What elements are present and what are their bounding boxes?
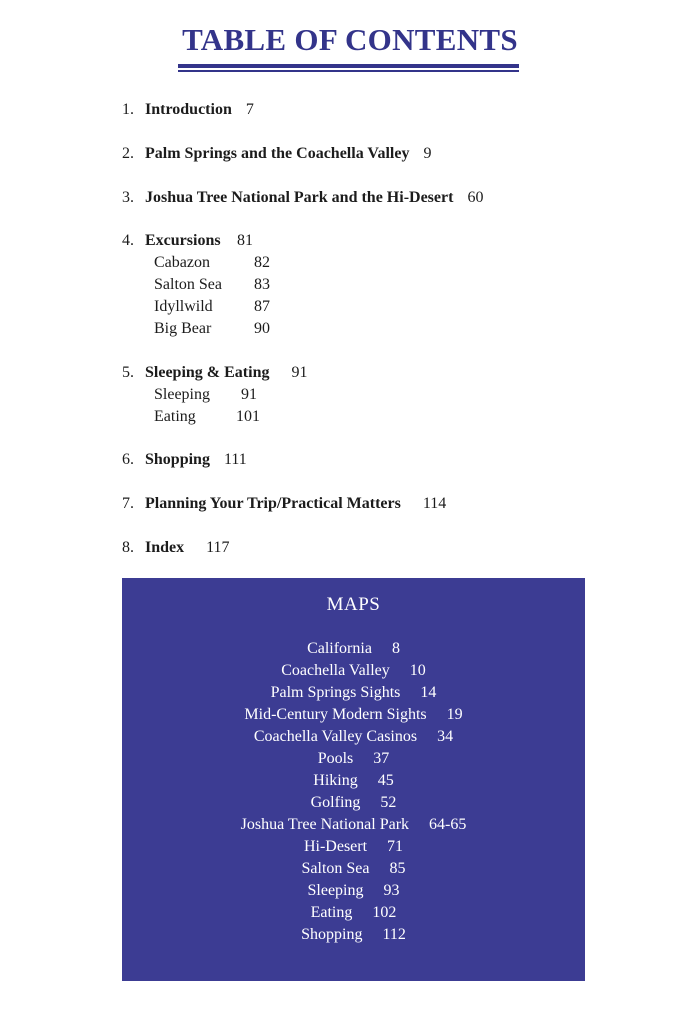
map-item-hiking[interactable]: [122, 772, 585, 790]
chapter-number: 5.: [122, 364, 134, 381]
chapter-number: 1.: [122, 101, 134, 118]
map-item-sleeping[interactable]: [122, 882, 585, 900]
subsection-cabazon[interactable]: [154, 254, 270, 272]
chapter-page: 111: [223, 451, 247, 468]
chapter-page: 91: [291, 364, 308, 381]
map-title: Golfing: [310, 794, 361, 811]
chapter-page: 117: [206, 539, 230, 556]
chapter-title: Index: [145, 539, 185, 556]
map-item-casinos[interactable]: [122, 728, 585, 746]
map-page: 85: [389, 860, 406, 877]
chapter-title: Planning Your Trip/Practical Matters: [145, 495, 401, 512]
subsection-page: 91: [241, 386, 257, 403]
subsection-sleeping[interactable]: [154, 386, 257, 404]
map-item-coachella-valley[interactable]: [122, 662, 585, 680]
map-item-eating[interactable]: [122, 904, 585, 922]
chapter-number: 6.: [122, 451, 134, 468]
map-title: Sleeping: [307, 882, 364, 899]
subsection-big-bear[interactable]: [154, 320, 270, 338]
chapter-3[interactable]: [122, 189, 483, 207]
map-page: 19: [446, 706, 463, 723]
map-page: 10: [409, 662, 426, 679]
chapter-8[interactable]: [122, 539, 230, 557]
map-page: 112: [382, 926, 406, 943]
subsection-page: 101: [236, 408, 260, 425]
map-page: 8: [391, 640, 400, 657]
map-page: 14: [420, 684, 437, 701]
chapter-page: 60: [467, 189, 484, 206]
chapter-title: Joshua Tree National Park and the Hi-Desert: [145, 189, 454, 206]
map-item-shopping[interactable]: [122, 926, 585, 944]
map-page: 37: [373, 750, 390, 767]
map-item-joshua-tree[interactable]: [122, 816, 585, 834]
map-title: Palm Springs Sights: [270, 684, 401, 701]
map-page: 71: [387, 838, 404, 855]
subsection-salton-sea[interactable]: [154, 276, 270, 294]
map-title: Coachella Valley: [281, 662, 390, 679]
chapter-page: 9: [423, 145, 432, 162]
chapter-page: 81: [237, 232, 253, 249]
chapter-title: Excursions: [145, 232, 221, 249]
map-title: Coachella Valley Casinos: [253, 728, 418, 745]
maps-box: [122, 578, 585, 981]
subsection-eating[interactable]: [154, 408, 260, 426]
chapter-2[interactable]: [122, 145, 431, 163]
map-page: 93: [383, 882, 400, 899]
map-page: 102: [372, 904, 397, 921]
map-item-palm-springs-sights[interactable]: [122, 684, 585, 702]
subsection-page: 87: [254, 298, 270, 315]
subsection-title: Idyllwild: [154, 298, 213, 315]
chapter-number: 2.: [122, 145, 134, 162]
chapter-6[interactable]: [122, 451, 247, 469]
chapter-page: 7: [245, 101, 254, 118]
map-title: Mid-Century Modern Sights: [244, 706, 427, 723]
title-rule-thin: [178, 70, 519, 72]
map-item-hi-desert[interactable]: [122, 838, 585, 856]
subsection-idyllwild[interactable]: [154, 298, 270, 316]
map-title: Joshua Tree National Park: [240, 816, 410, 833]
map-page: 34: [437, 728, 454, 745]
subsection-page: 90: [254, 320, 270, 337]
map-item-california[interactable]: [122, 640, 585, 658]
map-title: Hiking: [313, 772, 358, 789]
chapter-number: 3.: [122, 189, 134, 206]
map-title: Salton Sea: [301, 860, 370, 877]
chapter-page: 114: [422, 495, 447, 512]
map-title: California: [307, 640, 372, 657]
chapter-7[interactable]: [122, 495, 446, 513]
chapter-1[interactable]: [122, 101, 254, 119]
subsection-title: Sleeping: [154, 386, 210, 403]
map-title: Pools: [317, 750, 354, 767]
map-item-salton-sea[interactable]: [122, 860, 585, 878]
page-title: TABLE OF CONTENTS: [182, 22, 518, 57]
subsection-page: 83: [254, 276, 270, 293]
chapter-number: 8.: [122, 539, 134, 556]
chapter-title: Shopping: [145, 451, 210, 468]
chapter-title: Palm Springs and the Coachella Valley: [145, 145, 410, 162]
subsection-title: Salton Sea: [154, 276, 222, 293]
chapter-4[interactable]: [122, 232, 253, 250]
chapter-number: 7.: [122, 495, 134, 512]
map-item-pools[interactable]: [122, 750, 585, 768]
chapter-title: Sleeping & Eating: [145, 364, 270, 381]
map-page: 64-65: [429, 816, 467, 833]
map-item-golfing[interactable]: [122, 794, 585, 812]
map-page: 45: [377, 772, 394, 789]
subsection-page: 82: [254, 254, 270, 271]
title-rule-thick: [178, 64, 519, 68]
map-title: Eating: [310, 904, 353, 921]
chapter-5[interactable]: [122, 364, 307, 382]
map-title: Hi-Desert: [303, 838, 368, 855]
map-page: 52: [380, 794, 397, 811]
subsection-title: Eating: [154, 408, 196, 425]
subsection-title: Cabazon: [154, 254, 210, 271]
map-item-mid-century-modern[interactable]: [122, 706, 585, 724]
subsection-title: Big Bear: [154, 320, 212, 337]
chapter-number: 4.: [122, 232, 134, 249]
maps-title: MAPS: [326, 594, 381, 615]
chapter-title: Introduction: [145, 101, 232, 118]
map-title: Shopping: [301, 926, 363, 943]
